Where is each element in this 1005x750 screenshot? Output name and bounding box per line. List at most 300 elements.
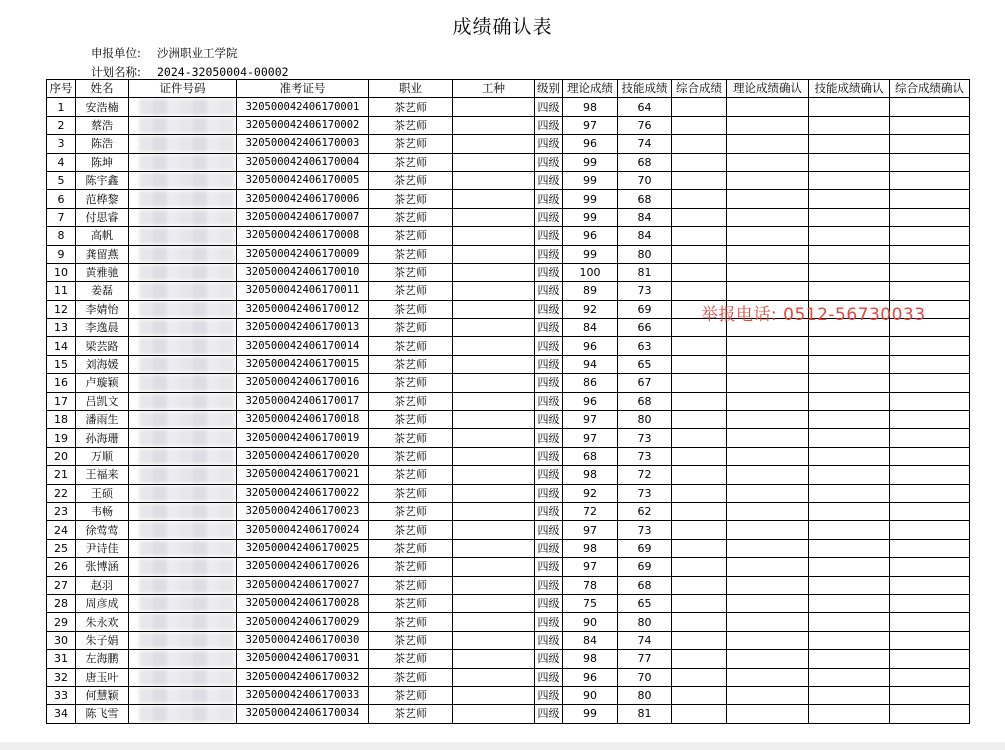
cell-type (453, 135, 535, 153)
cell-job: 茶艺师 (369, 153, 453, 171)
cell-total (672, 613, 727, 631)
cell-job: 茶艺师 (369, 429, 453, 447)
cell-level: 四级 (535, 594, 563, 612)
cell-skill: 73 (618, 282, 672, 300)
cell-no: 16 (47, 374, 76, 392)
table-row (47, 447, 970, 465)
cell-type (453, 650, 535, 668)
cell-no: 22 (47, 484, 76, 502)
cell-theory-confirm (727, 539, 809, 557)
table-row (47, 208, 970, 226)
cell-no: 13 (47, 319, 76, 337)
cell-total-confirm (890, 263, 970, 281)
cell-job: 茶艺师 (369, 171, 453, 189)
cell-job: 茶艺师 (369, 263, 453, 281)
cell-exam-no: 320500042406170024 (237, 521, 369, 539)
cell-job: 茶艺师 (369, 337, 453, 355)
cell-total-confirm (890, 171, 970, 189)
cell-theory: 98 (563, 539, 618, 557)
cell-total (672, 411, 727, 429)
cell-id-redacted (129, 337, 237, 355)
cell-level: 四级 (535, 631, 563, 649)
cell-id-redacted (129, 208, 237, 226)
cell-level: 四级 (535, 98, 563, 116)
cell-theory-confirm (727, 116, 809, 134)
header-col-theory: 理论成绩 (563, 80, 618, 98)
cell-total-confirm (890, 631, 970, 649)
cell-type (453, 576, 535, 594)
cell-theory: 96 (563, 337, 618, 355)
cell-total-confirm (890, 392, 970, 410)
table-row (47, 594, 970, 612)
cell-theory-confirm (727, 558, 809, 576)
cell-no: 10 (47, 263, 76, 281)
cell-theory: 99 (563, 153, 618, 171)
cell-id-redacted (129, 594, 237, 612)
cell-skill: 81 (618, 263, 672, 281)
header-col-theory-confirm: 理论成绩确认 (727, 80, 809, 98)
cell-job: 茶艺师 (369, 355, 453, 373)
cell-no: 29 (47, 613, 76, 631)
table-row (47, 355, 970, 373)
cell-level: 四级 (535, 116, 563, 134)
cell-name: 赵羽 (76, 576, 129, 594)
cell-skill-confirm (809, 337, 890, 355)
cell-skill: 81 (618, 705, 672, 723)
cell-name: 张博涵 (76, 558, 129, 576)
cell-theory-confirm (727, 613, 809, 631)
cell-name: 李逸晨 (76, 319, 129, 337)
cell-no: 24 (47, 521, 76, 539)
header-col-total-confirm: 综合成绩确认 (890, 80, 970, 98)
cell-job: 茶艺师 (369, 227, 453, 245)
cell-level: 四级 (535, 319, 563, 337)
cell-exam-no: 320500042406170026 (237, 558, 369, 576)
cell-theory-confirm (727, 447, 809, 465)
cell-theory-confirm (727, 98, 809, 116)
table-row (47, 631, 970, 649)
cell-skill-confirm (809, 668, 890, 686)
cell-skill-confirm (809, 374, 890, 392)
cell-theory-confirm (727, 631, 809, 649)
cell-level: 四级 (535, 337, 563, 355)
cell-skill: 65 (618, 355, 672, 373)
cell-total (672, 686, 727, 704)
cell-skill-confirm (809, 190, 890, 208)
cell-level: 四级 (535, 668, 563, 686)
cell-skill: 73 (618, 484, 672, 502)
cell-total-confirm (890, 521, 970, 539)
table-row (47, 686, 970, 704)
cell-id-redacted (129, 411, 237, 429)
table-row (47, 558, 970, 576)
cell-skill: 69 (618, 558, 672, 576)
score-table (46, 79, 970, 724)
cell-theory-confirm (727, 502, 809, 520)
cell-exam-no: 320500042406170021 (237, 466, 369, 484)
cell-exam-no: 320500042406170001 (237, 98, 369, 116)
cell-total (672, 576, 727, 594)
redaction-mosaic (139, 375, 234, 390)
cell-skill: 68 (618, 153, 672, 171)
cell-level: 四级 (535, 613, 563, 631)
cell-skill: 69 (618, 300, 672, 318)
cell-skill: 62 (618, 502, 672, 520)
cell-name: 安浩楠 (76, 98, 129, 116)
table-row (47, 466, 970, 484)
cell-level: 四级 (535, 282, 563, 300)
cell-total (672, 558, 727, 576)
redaction-mosaic (139, 99, 234, 114)
redaction-mosaic (139, 320, 234, 335)
cell-name: 尹诗佳 (76, 539, 129, 557)
redaction-mosaic (139, 265, 234, 280)
cell-no: 27 (47, 576, 76, 594)
cell-total-confirm (890, 539, 970, 557)
cell-total (672, 447, 727, 465)
cell-skill: 67 (618, 374, 672, 392)
cell-exam-no: 320500042406170016 (237, 374, 369, 392)
cell-type (453, 668, 535, 686)
page-title: 成绩确认表 (452, 16, 553, 38)
cell-theory: 75 (563, 594, 618, 612)
cell-type (453, 539, 535, 557)
cell-type (453, 300, 535, 318)
cell-type (453, 263, 535, 281)
cell-no: 28 (47, 594, 76, 612)
cell-theory-confirm (727, 650, 809, 668)
cell-total (672, 135, 727, 153)
cell-name: 陈飞雪 (76, 705, 129, 723)
cell-skill-confirm (809, 227, 890, 245)
cell-theory: 98 (563, 650, 618, 668)
cell-skill-confirm (809, 282, 890, 300)
cell-id-redacted (129, 705, 237, 723)
cell-id-redacted (129, 355, 237, 373)
redaction-mosaic (139, 486, 234, 501)
cell-name: 范桦黎 (76, 190, 129, 208)
cell-name: 朱永欢 (76, 613, 129, 631)
redaction-mosaic (139, 633, 234, 648)
cell-total-confirm (890, 355, 970, 373)
redaction-mosaic (139, 136, 234, 151)
cell-id-redacted (129, 484, 237, 502)
cell-job: 茶艺师 (369, 502, 453, 520)
header-col-exam: 准考证号 (237, 80, 369, 98)
cell-name: 付思睿 (76, 208, 129, 226)
redaction-mosaic (139, 302, 234, 317)
cell-job: 茶艺师 (369, 466, 453, 484)
cell-id-redacted (129, 300, 237, 318)
cell-exam-no: 320500042406170006 (237, 190, 369, 208)
redaction-mosaic (139, 559, 234, 574)
cell-name: 刘海媛 (76, 355, 129, 373)
cell-type (453, 190, 535, 208)
cell-total-confirm (890, 411, 970, 429)
cell-job: 茶艺师 (369, 576, 453, 594)
cell-level: 四级 (535, 539, 563, 557)
redaction-mosaic (139, 155, 234, 170)
cell-total-confirm (890, 135, 970, 153)
cell-id-redacted (129, 576, 237, 594)
redaction-mosaic (139, 670, 234, 685)
cell-id-redacted (129, 650, 237, 668)
redaction-mosaic (139, 228, 234, 243)
cell-skill: 69 (618, 539, 672, 557)
cell-job: 茶艺师 (369, 411, 453, 429)
cell-no: 31 (47, 650, 76, 668)
redaction-mosaic (139, 449, 234, 464)
cell-total (672, 539, 727, 557)
cell-total (672, 429, 727, 447)
cell-theory: 97 (563, 521, 618, 539)
cell-job: 茶艺师 (369, 392, 453, 410)
cell-skill-confirm (809, 466, 890, 484)
redaction-mosaic (139, 614, 234, 629)
cell-theory: 99 (563, 705, 618, 723)
redaction-mosaic (139, 522, 234, 537)
cell-level: 四级 (535, 447, 563, 465)
cell-type (453, 208, 535, 226)
cell-type (453, 447, 535, 465)
redaction-mosaic (139, 688, 234, 703)
table-row (47, 374, 970, 392)
header-col-name: 姓名 (76, 80, 129, 98)
table-row (47, 282, 970, 300)
cell-no: 9 (47, 245, 76, 263)
cell-no: 1 (47, 98, 76, 116)
cell-skill-confirm (809, 576, 890, 594)
cell-type (453, 116, 535, 134)
cell-total-confirm (890, 576, 970, 594)
cell-id-redacted (129, 539, 237, 557)
cell-level: 四级 (535, 374, 563, 392)
cell-name: 左海鹏 (76, 650, 129, 668)
cell-total-confirm (890, 466, 970, 484)
cell-job: 茶艺师 (369, 98, 453, 116)
cell-skill: 68 (618, 190, 672, 208)
cell-skill: 74 (618, 631, 672, 649)
cell-level: 四级 (535, 245, 563, 263)
table-row (47, 98, 970, 116)
cell-total (672, 171, 727, 189)
cell-theory: 86 (563, 374, 618, 392)
cell-theory: 100 (563, 263, 618, 281)
cell-no: 4 (47, 153, 76, 171)
table-row (47, 521, 970, 539)
redaction-mosaic (139, 357, 234, 372)
cell-skill: 68 (618, 392, 672, 410)
cell-theory: 96 (563, 227, 618, 245)
cell-no: 7 (47, 208, 76, 226)
cell-skill: 73 (618, 429, 672, 447)
cell-name: 李婧怡 (76, 300, 129, 318)
cell-total (672, 116, 727, 134)
cell-name: 吕凯文 (76, 392, 129, 410)
redaction-mosaic (139, 173, 234, 188)
cell-level: 四级 (535, 502, 563, 520)
cell-total-confirm (890, 116, 970, 134)
cell-no: 14 (47, 337, 76, 355)
cell-type (453, 521, 535, 539)
cell-exam-no: 320500042406170028 (237, 594, 369, 612)
cell-type (453, 429, 535, 447)
cell-id-redacted (129, 686, 237, 704)
table-row (47, 411, 970, 429)
cell-job: 茶艺师 (369, 135, 453, 153)
redaction-mosaic (139, 504, 234, 519)
cell-theory-confirm (727, 466, 809, 484)
cell-type (453, 502, 535, 520)
cell-theory-confirm (727, 282, 809, 300)
cell-total (672, 337, 727, 355)
cell-name: 朱子娟 (76, 631, 129, 649)
cell-no: 5 (47, 171, 76, 189)
cell-name: 龚留燕 (76, 245, 129, 263)
cell-theory: 90 (563, 613, 618, 631)
cell-total-confirm (890, 613, 970, 631)
cell-no: 23 (47, 502, 76, 520)
cell-no: 32 (47, 668, 76, 686)
table-body (47, 98, 970, 723)
cell-skill-confirm (809, 98, 890, 116)
cell-theory-confirm (727, 411, 809, 429)
plan-value: 2024-32050004-00002 (157, 65, 289, 79)
cell-id-redacted (129, 668, 237, 686)
cell-id-redacted (129, 631, 237, 649)
cell-job: 茶艺师 (369, 374, 453, 392)
cell-no: 18 (47, 411, 76, 429)
table-row (47, 539, 970, 557)
cell-theory-confirm (727, 355, 809, 373)
cell-job: 茶艺师 (369, 282, 453, 300)
cell-total (672, 374, 727, 392)
cell-name: 卢璇颖 (76, 374, 129, 392)
cell-skill-confirm (809, 171, 890, 189)
cell-exam-no: 320500042406170013 (237, 319, 369, 337)
redaction-mosaic (139, 338, 234, 353)
cell-total-confirm (890, 686, 970, 704)
cell-no: 25 (47, 539, 76, 557)
cell-theory-confirm (727, 135, 809, 153)
cell-skill: 77 (618, 650, 672, 668)
cell-theory: 99 (563, 190, 618, 208)
cell-exam-no: 320500042406170007 (237, 208, 369, 226)
cell-total (672, 668, 727, 686)
cell-total (672, 594, 727, 612)
header-col-total: 综合成绩 (672, 80, 727, 98)
cell-id-redacted (129, 429, 237, 447)
cell-exam-no: 320500042406170010 (237, 263, 369, 281)
cell-no: 3 (47, 135, 76, 153)
cell-total (672, 227, 727, 245)
cell-level: 四级 (535, 153, 563, 171)
cell-id-redacted (129, 263, 237, 281)
cell-job: 茶艺师 (369, 705, 453, 723)
redaction-mosaic (139, 596, 234, 611)
cell-total-confirm (890, 227, 970, 245)
cell-job: 茶艺师 (369, 208, 453, 226)
cell-theory-confirm (727, 374, 809, 392)
cell-level: 四级 (535, 135, 563, 153)
cell-total (672, 650, 727, 668)
cell-id-redacted (129, 98, 237, 116)
table-row (47, 576, 970, 594)
cell-total (672, 466, 727, 484)
cell-total (672, 484, 727, 502)
redaction-mosaic (139, 706, 234, 721)
cell-total (672, 705, 727, 723)
cell-id-redacted (129, 319, 237, 337)
cell-level: 四级 (535, 650, 563, 668)
cell-exam-no: 320500042406170008 (237, 227, 369, 245)
cell-level: 四级 (535, 484, 563, 502)
cell-job: 茶艺师 (369, 668, 453, 686)
cell-name: 唐玉叶 (76, 668, 129, 686)
cell-theory: 96 (563, 135, 618, 153)
cell-theory-confirm (727, 171, 809, 189)
cell-skill: 80 (618, 245, 672, 263)
cell-skill: 73 (618, 447, 672, 465)
cell-skill-confirm (809, 650, 890, 668)
table-row (47, 337, 970, 355)
cell-theory-confirm (727, 576, 809, 594)
cell-skill: 72 (618, 466, 672, 484)
cell-id-redacted (129, 613, 237, 631)
cell-name: 徐莺莺 (76, 521, 129, 539)
cell-theory-confirm (727, 429, 809, 447)
cell-id-redacted (129, 116, 237, 134)
plan-info (91, 64, 289, 80)
cell-type (453, 374, 535, 392)
table-row (47, 135, 970, 153)
cell-type (453, 98, 535, 116)
cell-exam-no: 320500042406170027 (237, 576, 369, 594)
cell-theory-confirm (727, 153, 809, 171)
cell-name: 王硕 (76, 484, 129, 502)
cell-skill: 66 (618, 319, 672, 337)
cell-level: 四级 (535, 392, 563, 410)
cell-total (672, 263, 727, 281)
cell-skill: 84 (618, 227, 672, 245)
cell-total-confirm (890, 502, 970, 520)
cell-exam-no: 320500042406170003 (237, 135, 369, 153)
cell-level: 四级 (535, 576, 563, 594)
cell-job: 茶艺师 (369, 686, 453, 704)
cell-exam-no: 320500042406170005 (237, 171, 369, 189)
cell-total-confirm (890, 668, 970, 686)
table-row (47, 668, 970, 686)
cell-job: 茶艺师 (369, 521, 453, 539)
cell-skill: 76 (618, 116, 672, 134)
cell-theory: 84 (563, 631, 618, 649)
cell-type (453, 245, 535, 263)
cell-level: 四级 (535, 227, 563, 245)
cell-job: 茶艺师 (369, 650, 453, 668)
cell-theory-confirm (727, 686, 809, 704)
cell-no: 26 (47, 558, 76, 576)
cell-theory: 89 (563, 282, 618, 300)
cell-skill-confirm (809, 263, 890, 281)
cell-total-confirm (890, 190, 970, 208)
cell-theory: 68 (563, 447, 618, 465)
cell-skill: 80 (618, 411, 672, 429)
table-row (47, 227, 970, 245)
cell-level: 四级 (535, 411, 563, 429)
cell-theory-confirm (727, 337, 809, 355)
unit-label: 申报单位: (91, 46, 141, 60)
cell-name: 梁芸路 (76, 337, 129, 355)
